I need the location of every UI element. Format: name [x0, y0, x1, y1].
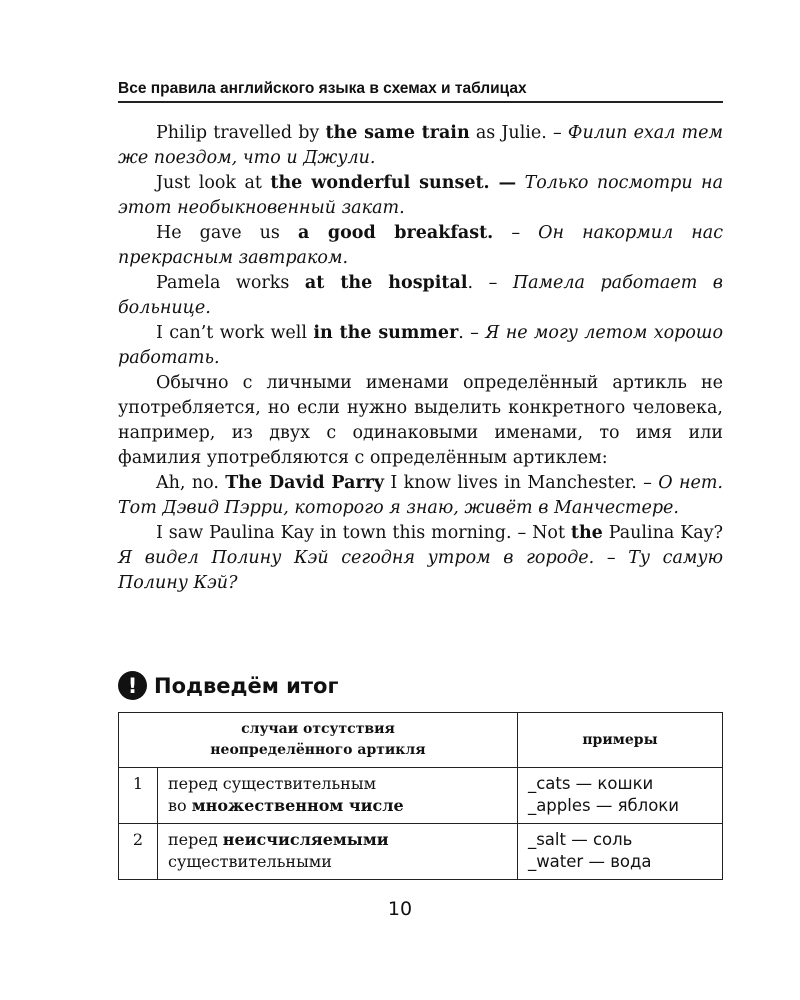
example-paragraph: Ah, no. The David Parry I know lives in Manchester. – О нет. Тот Дэвид Пэрри, которого я знаю, живёт в Манчестере. [118, 473, 723, 518]
example-paragraph: He gave us a good breakfast. – Он накормил нас прекрасным завтраком. [118, 223, 723, 268]
exclamation-icon: ! [118, 671, 147, 700]
case-cell: перед существительным во множественном числе [158, 768, 518, 824]
example-paragraph: Philip travelled by the same train as Julie. – Филип ехал тем же поездом, что и Джули. [118, 123, 724, 168]
page-number: 10 [387, 898, 413, 920]
row-number: 2 [119, 824, 158, 880]
example-paragraph: I can’t work well in the summer. – Я не могу летом хорошо работать. [118, 323, 723, 368]
row-number: 1 [119, 768, 158, 824]
rule-paragraph: Обычно с личными именами определённый артикль не употребляется, но если нужно выделить конкретного человека, например, из двух с одинаковыми именами, то имя или фамилия употребляются с определённым артиклем: [118, 373, 723, 468]
table-header-row [119, 713, 723, 768]
example-paragraph: I saw Paulina Kay in town this morning. – Not the Paulina Kay? Я видел Полину Кэй сегодня утром в городе. – Ту самую Полину Кэй? [118, 523, 723, 593]
examples-cell: _cats — кошки _apples — яблоки [517, 768, 722, 824]
example-paragraph: Pamela works at the hospital. – Памела работает в больнице. [118, 273, 723, 318]
header-cell-examples: примеры [517, 713, 722, 768]
example-paragraph: Just look at the wonderful sunset. — Только посмотри на этот необыкновенный закат. [118, 173, 723, 218]
summary-heading [118, 671, 338, 700]
main-text [118, 121, 723, 596]
case-cell: перед неисчисляемыми существительными [158, 824, 518, 880]
header-cell-cases: случаи отсутствия неопределённого артикля [119, 713, 518, 768]
summary-title: Подведём итог [154, 673, 339, 698]
running-header: Все правила английского языка в схемах и таблицах [118, 80, 723, 103]
table-row [119, 824, 723, 880]
examples-cell: _salt — соль _water — вода [517, 824, 722, 880]
table-row [119, 768, 723, 824]
summary-table [118, 712, 723, 880]
